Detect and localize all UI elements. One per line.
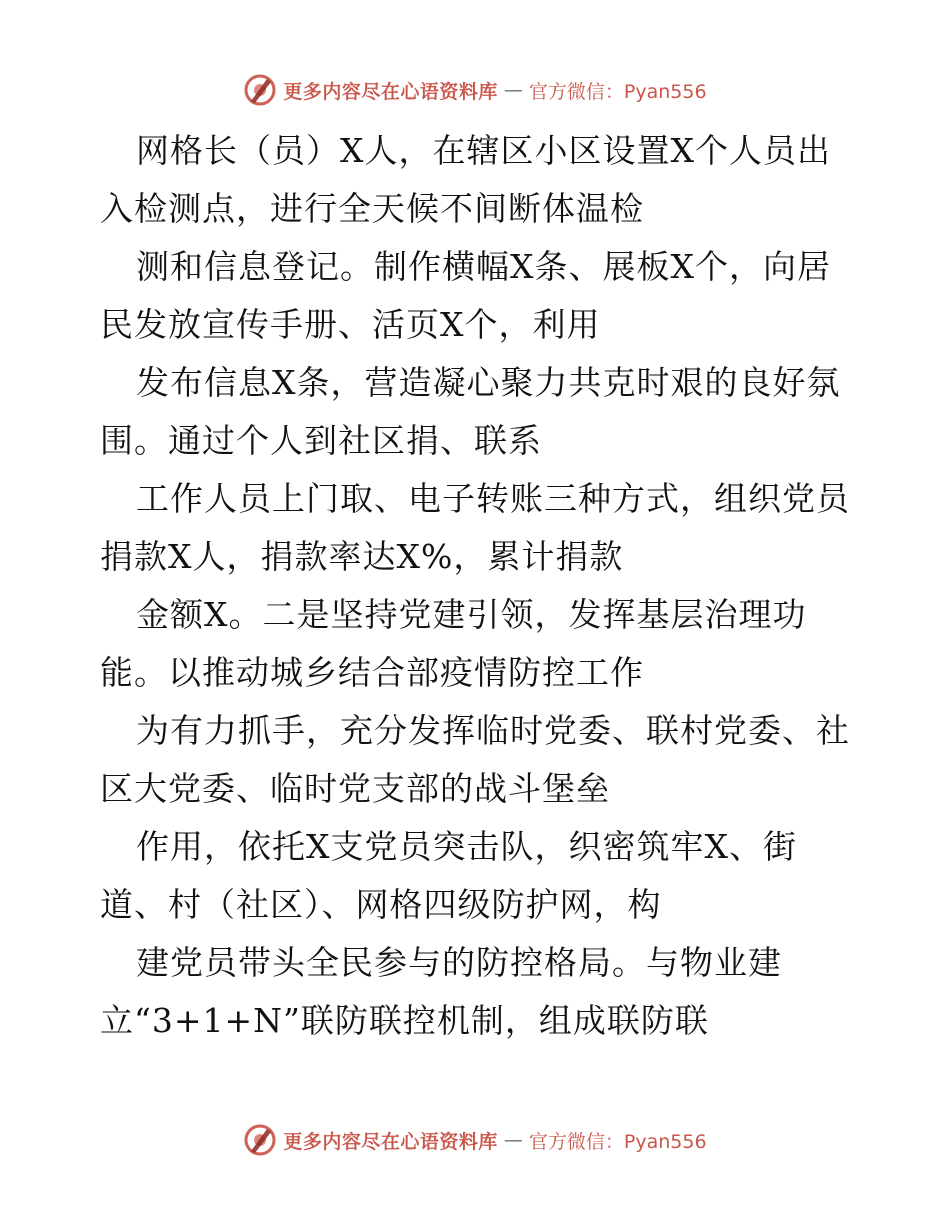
header-watermark (0, 70, 950, 110)
text-line: 发布信息X条，营造凝心聚力共克时艰的良好氛 (136, 363, 841, 402)
text-line: 区大党委、临时党支部的战斗堡垒 (100, 769, 610, 808)
watermark-contact: 官方微信：Pyan556 (528, 80, 707, 103)
watermark-separator: — (503, 1129, 523, 1151)
text-line: 道、村（社区）、网格四级防护网，构 (100, 885, 662, 924)
pen-logo-icon (243, 1123, 277, 1157)
footer-watermark (0, 1120, 950, 1160)
watermark-contact: 官方微信：Pyan556 (528, 1130, 707, 1153)
watermark-separator: — (503, 79, 523, 101)
text-line: 立“3+1+N”联防联控机制，组成联防联 (100, 1001, 709, 1040)
pen-logo-icon (243, 73, 277, 107)
text-line: 金额X。二是坚持党建引领，发挥基层治理功 (136, 595, 807, 634)
text-line: 为有力抓手，充分发挥临时党委、联村党委、社 (136, 711, 850, 750)
text-line: 捐款X人，捐款率达X%，累计捐款 (100, 537, 624, 576)
watermark-brand: 更多内容尽在心语资料库 (283, 1130, 498, 1153)
text-line: 能。以推动城乡结合部疫情防控工作 (100, 653, 644, 692)
text-line: 工作人员上门取、电子转账三种方式，组织党员 (136, 479, 850, 518)
watermark-brand: 更多内容尽在心语资料库 (283, 80, 498, 103)
text-line: 入检测点，进行全天候不间断体温检 (100, 189, 644, 228)
text-line: 建党员带头全民参与的防控格局。与物业建 (136, 943, 782, 982)
text-line: 作用，依托X支党员突击队，织密筑牢X、街 (136, 827, 797, 866)
document-body (100, 122, 860, 1050)
text-line: 测和信息登记。制作横幅X条、展板X个，向居 (136, 247, 831, 286)
text-line: 网格长（员）X人，在辖区小区设置X个人员出 (136, 131, 831, 170)
text-line: 民发放宣传手册、活页X个，利用 (100, 305, 601, 344)
text-line: 围。通过个人到社区捐、联系 (100, 421, 542, 460)
